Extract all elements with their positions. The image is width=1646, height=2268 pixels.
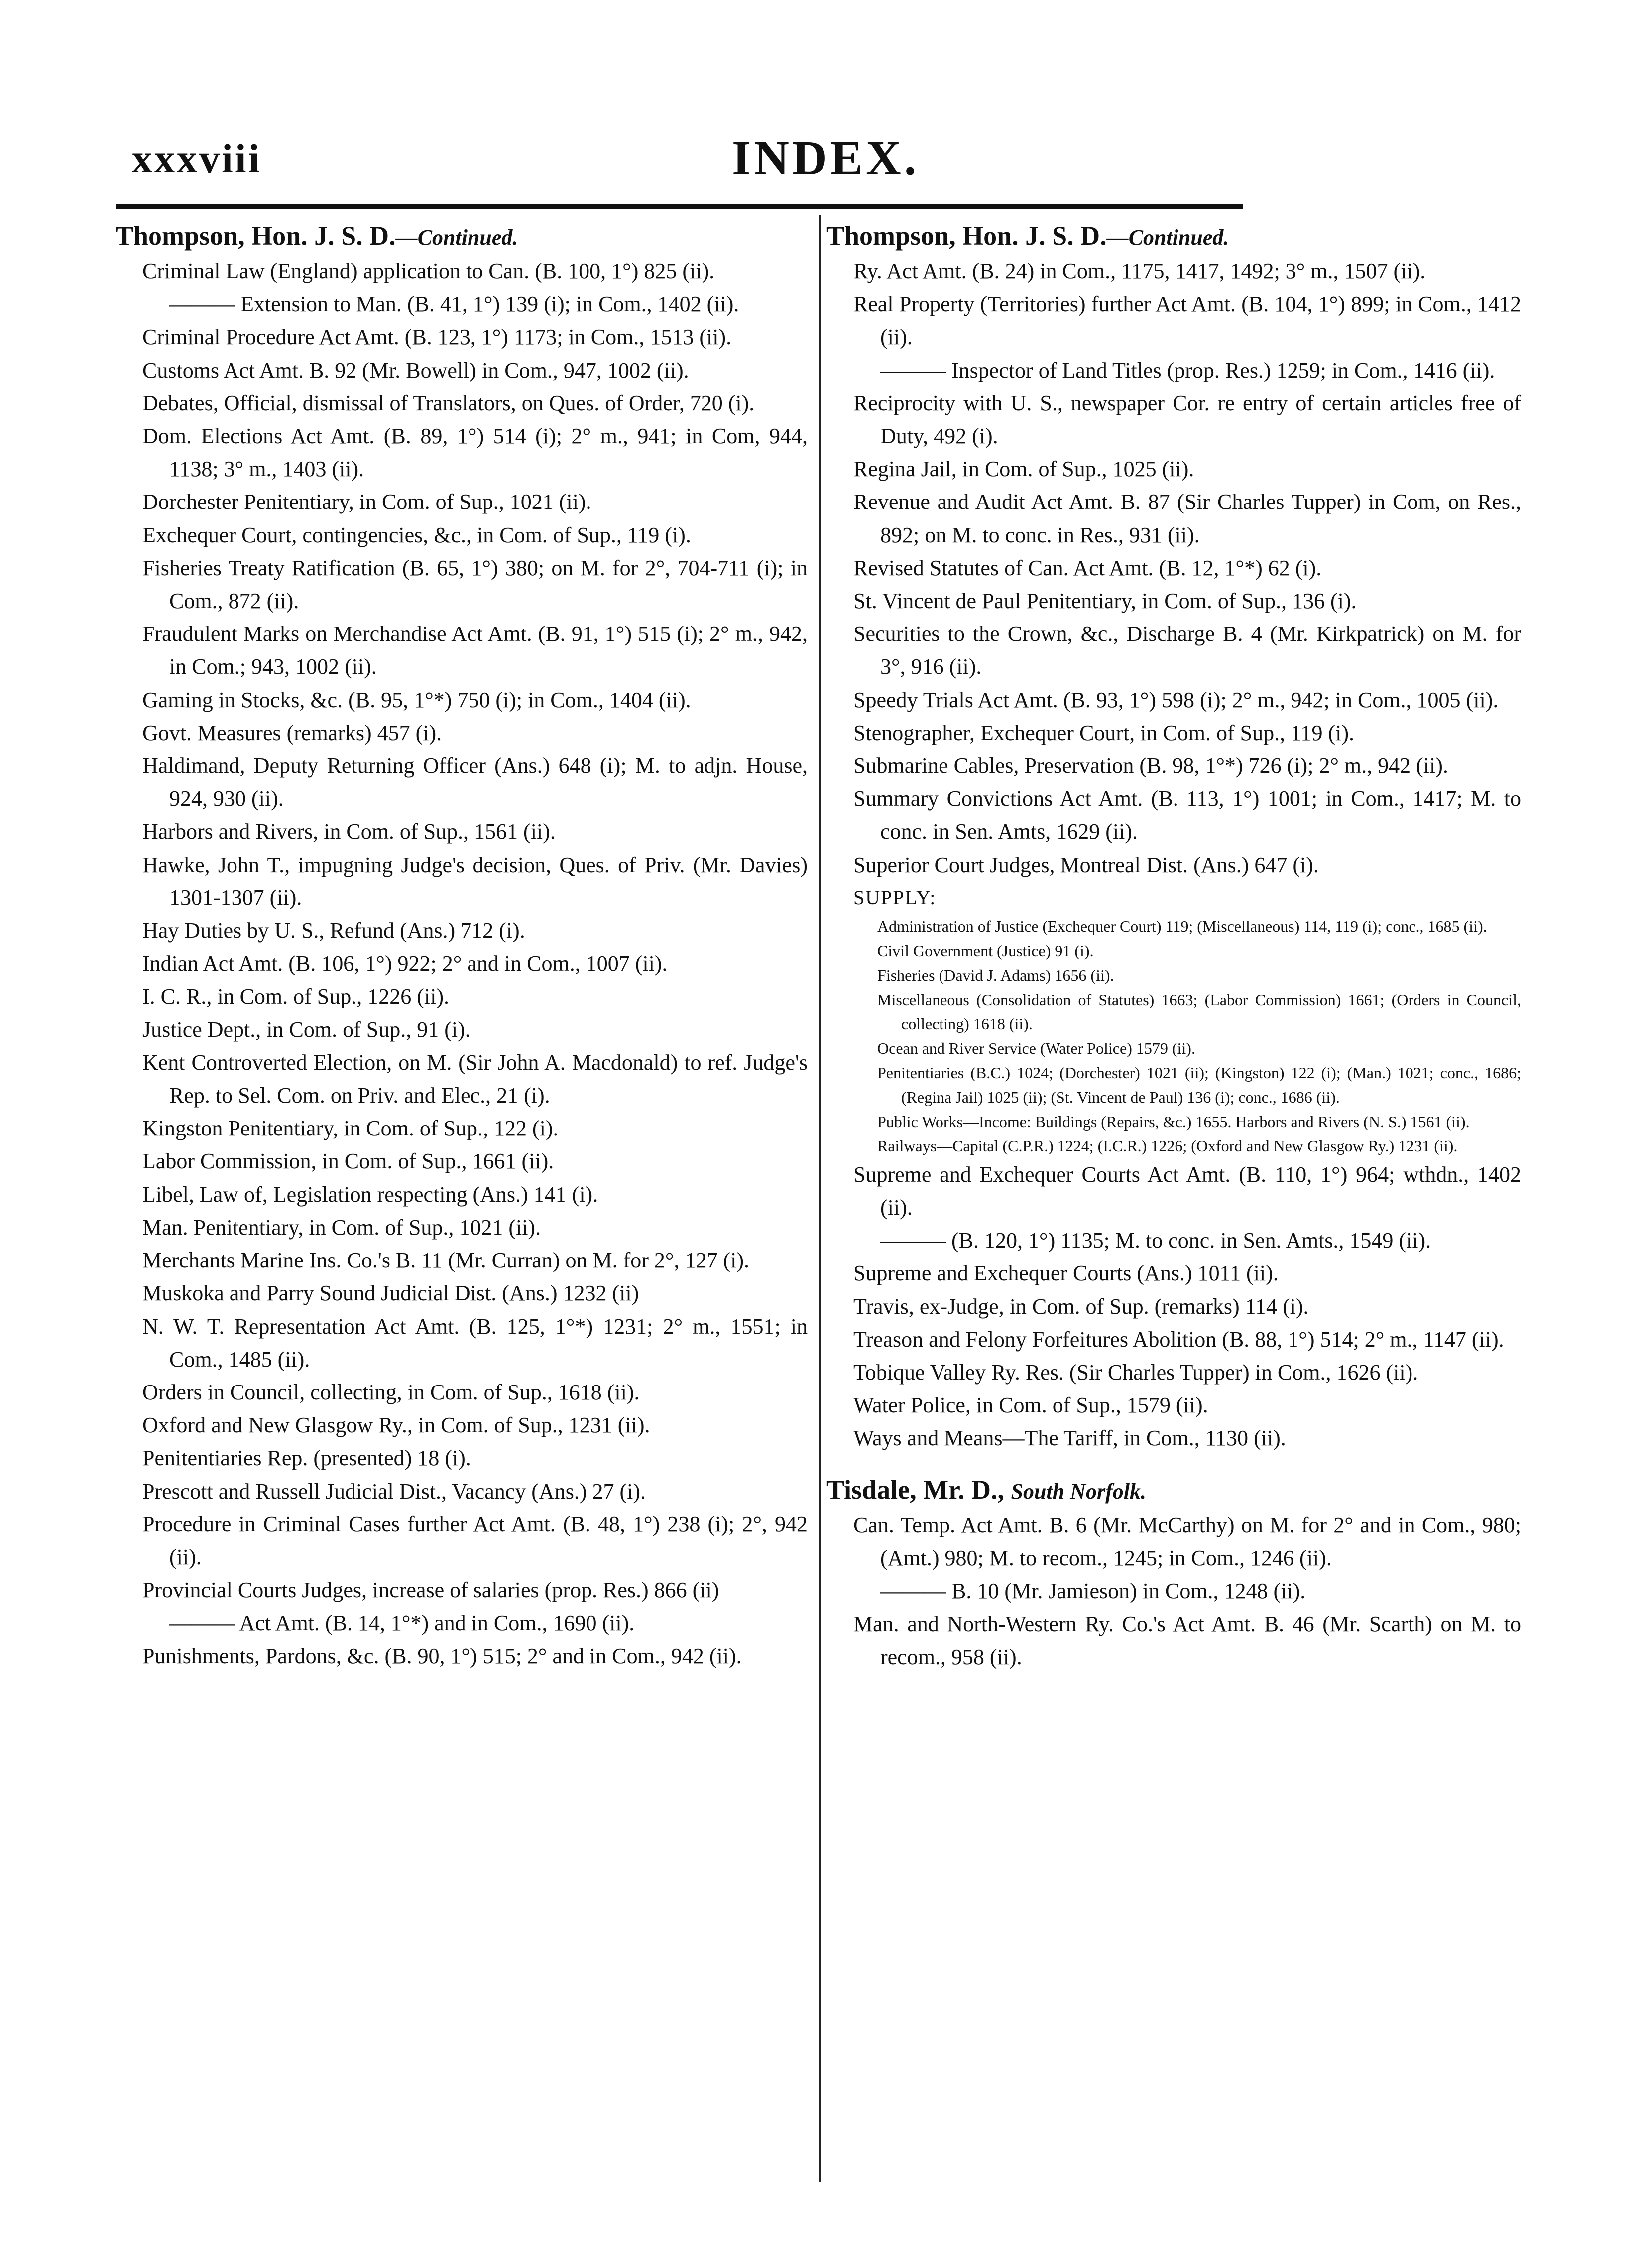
index-entry: Hay Duties by U. S., Refund (Ans.) 712 (i). bbox=[142, 918, 525, 943]
supply-entry: Administration of Justice (Exchequer Court) 119; (Miscellaneous) 114, 119 (i); conc., 1685 (ii). bbox=[877, 917, 1487, 935]
index-entry: Fraudulent Marks on Merchandise Act Amt. (B. 91, 1°) 515 (i); 2° m., 942, in Com.; 943, 1002 (ii). bbox=[142, 622, 808, 679]
index-entry: Kingston Penitentiary, in Com. of Sup., 122 (i). bbox=[142, 1116, 559, 1141]
index-entry: Regina Jail, in Com. of Sup., 1025 (ii). bbox=[853, 457, 1194, 482]
tisdale-heading bbox=[826, 1473, 1521, 1508]
index-entry: Merchants Marine Ins. Co.'s B. 11 (Mr. Curran) on M. for 2°, 127 (i). bbox=[142, 1248, 750, 1273]
index-entry: Man. and North-Western Ry. Co.'s Act Amt. B. 46 (Mr. Scarth) on M. to recom., 958 (ii). bbox=[853, 1612, 1521, 1669]
index-entry: Kent Controverted Election, on M. (Sir John A. Macdonald) to ref. Judge's Rep. to Sel. Com. on Priv. and Elec., 21 (i). bbox=[142, 1050, 808, 1108]
index-entry: Labor Commission, in Com. of Sup., 1661 (ii). bbox=[142, 1149, 554, 1174]
index-entry: Provincial Courts Judges, increase of salaries (prop. Res.) 866 (ii) bbox=[142, 1578, 719, 1603]
supply-entry: Fisheries (David J. Adams) 1656 (ii). bbox=[877, 966, 1114, 984]
index-entry: Treason and Felony Forfeitures Abolition (B. 88, 1°) 514; 2° m., 1147 (ii). bbox=[853, 1327, 1504, 1352]
supply-entry: Public Works—Income: Buildings (Repairs, &c.) 1655. Harbors and Rivers (N. S.) 1561 (ii). bbox=[877, 1112, 1470, 1131]
index-entry: Govt. Measures (remarks) 457 (i). bbox=[142, 720, 442, 745]
index-entry: Procedure in Criminal Cases further Act Amt. (B. 48, 1°) 238 (i); 2°, 942 (ii). bbox=[142, 1512, 808, 1569]
index-entry: St. Vincent de Paul Penitentiary, in Com. of Sup., 136 (i). bbox=[853, 589, 1357, 614]
left-column bbox=[116, 219, 808, 1673]
supply-entry: Penitentiaries (B.C.) 1024; (Dorchester) 1021 (ii); (Kingston) 122 (i); (Man.) 1021; conc., 1686; (Regina Jail) 1025 (ii); (St. Vincent de Paul) 136 (i); conc., 1686 (ii). bbox=[877, 1063, 1521, 1106]
supply-list bbox=[826, 914, 1521, 1158]
index-entry: Oxford and New Glasgow Ry., in Com. of Sup., 1231 (ii). bbox=[142, 1413, 650, 1438]
header-rule bbox=[116, 204, 1243, 209]
index-entry: Stenographer, Exchequer Court, in Com. of Sup., 119 (i). bbox=[853, 720, 1354, 745]
index-entry: Indian Act Amt. (B. 106, 1°) 922; 2° and in Com., 1007 (ii). bbox=[142, 951, 668, 976]
index-entry: Exchequer Court, contingencies, &c., in Com. of Sup., 119 (i). bbox=[142, 522, 691, 547]
index-entry: Justice Dept., in Com. of Sup., 91 (i). bbox=[142, 1017, 470, 1042]
heading-constituency: South Norfolk. bbox=[1011, 1479, 1146, 1504]
index-entry: Ways and Means—The Tariff, in Com., 1130 (ii). bbox=[853, 1426, 1286, 1451]
index-entry: Orders in Council, collecting, in Com. of Sup., 1618 (ii). bbox=[142, 1380, 640, 1404]
left-heading bbox=[116, 219, 808, 254]
column-divider bbox=[819, 215, 821, 2182]
index-entry: Submarine Cables, Preservation (B. 98, 1°*) 726 (i); 2° m., 942 (ii). bbox=[853, 754, 1448, 778]
heading-name: Tisdale, Mr. D., bbox=[826, 1474, 1005, 1505]
index-entry: Muskoka and Parry Sound Judicial Dist. (Ans.) 1232 (ii) bbox=[142, 1281, 639, 1306]
page-title: INDEX. bbox=[732, 131, 920, 185]
index-entry: Harbors and Rivers, in Com. of Sup., 1561 (ii). bbox=[142, 819, 556, 844]
index-entry: I. C. R., in Com. of Sup., 1226 (ii). bbox=[142, 984, 450, 1009]
index-entry: Supreme and Exchequer Courts Act Amt. (B. 110, 1°) 964; wthdn., 1402 (ii). bbox=[853, 1162, 1521, 1220]
heading-continued: —Continued. bbox=[1106, 225, 1229, 250]
index-entry: Reciprocity with U. S., newspaper Cor. re entry of certain articles free of Duty, 492 (i). bbox=[853, 390, 1521, 449]
index-entry: Revised Statutes of Can. Act Amt. (B. 12, 1°*) 62 (i). bbox=[853, 555, 1322, 580]
supply-label: SUPPLY: bbox=[853, 886, 937, 909]
index-entry: ——— Act Amt. (B. 14, 1°*) and in Com., 1690 (ii). bbox=[169, 1611, 635, 1636]
right-entry-list bbox=[826, 255, 1521, 882]
index-entry: Travis, ex-Judge, in Com. of Sup. (remarks) 114 (i). bbox=[853, 1294, 1309, 1319]
right-heading bbox=[826, 219, 1521, 254]
index-entry: Libel, Law of, Legislation respecting (Ans.) 141 (i). bbox=[142, 1182, 598, 1207]
left-entry-list bbox=[116, 255, 808, 1673]
index-entry: Summary Convictions Act Amt. (B. 113, 1°) 1001; in Com., 1417; M. to conc. in Sen. Amts, 1629 (ii). bbox=[853, 786, 1521, 844]
index-entry: Fisheries Treaty Ratification (B. 65, 1°) 380; on M. for 2°, 704-711 (i); in Com., 872 (ii). bbox=[142, 555, 808, 614]
heading-name: Thompson, Hon. J. S. D. bbox=[826, 221, 1107, 251]
index-entry: Hawke, John T., impugning Judge's decision, Ques. of Priv. (Mr. Davies) 1301-1307 (ii). bbox=[142, 852, 808, 910]
right-column bbox=[826, 219, 1521, 1674]
supply-entry: Civil Government (Justice) 91 (i). bbox=[877, 941, 1094, 960]
index-entry: Prescott and Russell Judicial Dist., Vacancy (Ans.) 27 (i). bbox=[142, 1479, 646, 1504]
index-entry: Debates, Official, dismissal of Translators, on Ques. of Order, 720 (i). bbox=[142, 390, 755, 415]
index-entry: Criminal Law (England) application to Can. (B. 100, 1°) 825 (ii). bbox=[142, 259, 715, 283]
supply-entry: Ocean and River Service (Water Police) 1579 (ii). bbox=[877, 1039, 1195, 1057]
supply-entry: Railways—Capital (C.P.R.) 1224; (I.C.R.) 1226; (Oxford and New Glasgow Ry.) 1231 (ii). bbox=[877, 1136, 1458, 1155]
right-entry-list-2 bbox=[826, 1158, 1521, 1455]
index-entry: Water Police, in Com. of Sup., 1579 (ii). bbox=[853, 1393, 1208, 1418]
index-entry: ——— (B. 120, 1°) 1135; M. to conc. in Sen. Amts., 1549 (ii). bbox=[880, 1228, 1431, 1253]
index-entry: Real Property (Territories) further Act Amt. (B. 104, 1°) 899; in Com., 1412 (ii). bbox=[853, 292, 1521, 350]
supply-entry: Miscellaneous (Consolidation of Statutes) 1663; (Labor Commission) 1661; (Orders in Council, collecting) 1618 (ii). bbox=[877, 990, 1521, 1033]
index-entry: Punishments, Pardons, &c. (B. 90, 1°) 515; 2° and in Com., 942 (ii). bbox=[142, 1643, 742, 1668]
index-entry: Penitentiaries Rep. (presented) 18 (i). bbox=[142, 1446, 471, 1471]
heading-continued: —Continued. bbox=[395, 225, 518, 250]
index-entry: ——— Extension to Man. (B. 41, 1°) 139 (i); in Com., 1402 (ii). bbox=[169, 292, 739, 317]
index-entry: Criminal Procedure Act Amt. (B. 123, 1°) 1173; in Com., 1513 (ii). bbox=[142, 325, 732, 350]
index-entry: Dom. Elections Act Amt. (B. 89, 1°) 514 (i); 2° m., 941; in Com, 944, 1138; 3° m., 1403 (ii). bbox=[142, 424, 808, 482]
index-entry: Haldimand, Deputy Returning Officer (Ans.) 648 (i); M. to adjn. House, 924, 930 (ii). bbox=[142, 754, 808, 811]
right-entry-list-3 bbox=[826, 1509, 1521, 1674]
index-entry: N. W. T. Representation Act Amt. (B. 125, 1°*) 1231; 2° m., 1551; in Com., 1485 (ii). bbox=[142, 1314, 808, 1372]
index-entry: ——— B. 10 (Mr. Jamieson) in Com., 1248 (ii). bbox=[880, 1579, 1306, 1604]
index-entry: Speedy Trials Act Amt. (B. 93, 1°) 598 (i); 2° m., 942; in Com., 1005 (ii). bbox=[853, 687, 1499, 712]
index-entry: Gaming in Stocks, &c. (B. 95, 1°*) 750 (i); in Com., 1404 (ii). bbox=[142, 687, 691, 712]
index-entry: Man. Penitentiary, in Com. of Sup., 1021 (ii). bbox=[142, 1215, 541, 1240]
index-entry: ——— Inspector of Land Titles (prop. Res.) 1259; in Com., 1416 (ii). bbox=[880, 358, 1495, 382]
heading-name: Thompson, Hon. J. S. D. bbox=[116, 221, 396, 251]
index-entry: Dorchester Penitentiary, in Com. of Sup., 1021 (ii). bbox=[142, 490, 591, 514]
index-entry: Ry. Act Amt. (B. 24) in Com., 1175, 1417, 1492; 3° m., 1507 (ii). bbox=[853, 259, 1426, 283]
index-entry: Supreme and Exchequer Courts (Ans.) 1011 (ii). bbox=[853, 1261, 1279, 1286]
index-entry: Revenue and Audit Act Amt. B. 87 (Sir Charles Tupper) in Com, on Res., 892; on M. to conc. in Res., 931 (ii). bbox=[853, 490, 1521, 547]
index-entry: Customs Act Amt. B. 92 (Mr. Bowell) in Com., 947, 1002 (ii). bbox=[142, 358, 689, 382]
index-entry: Can. Temp. Act Amt. B. 6 (Mr. McCarthy) on M. for 2° and in Com., 980; (Amt.) 980; M. to recom., 1245; in Com., 1246 (ii). bbox=[853, 1512, 1521, 1570]
page-number: xxxviii bbox=[132, 136, 262, 181]
index-entry: Tobique Valley Ry. Res. (Sir Charles Tupper) in Com., 1626 (ii). bbox=[853, 1360, 1418, 1385]
index-entry: Superior Court Judges, Montreal Dist. (Ans.) 647 (i). bbox=[853, 852, 1319, 877]
index-entry: Securities to the Crown, &c., Discharge B. 4 (Mr. Kirkpatrick) on M. for 3°, 916 (ii). bbox=[853, 622, 1521, 679]
